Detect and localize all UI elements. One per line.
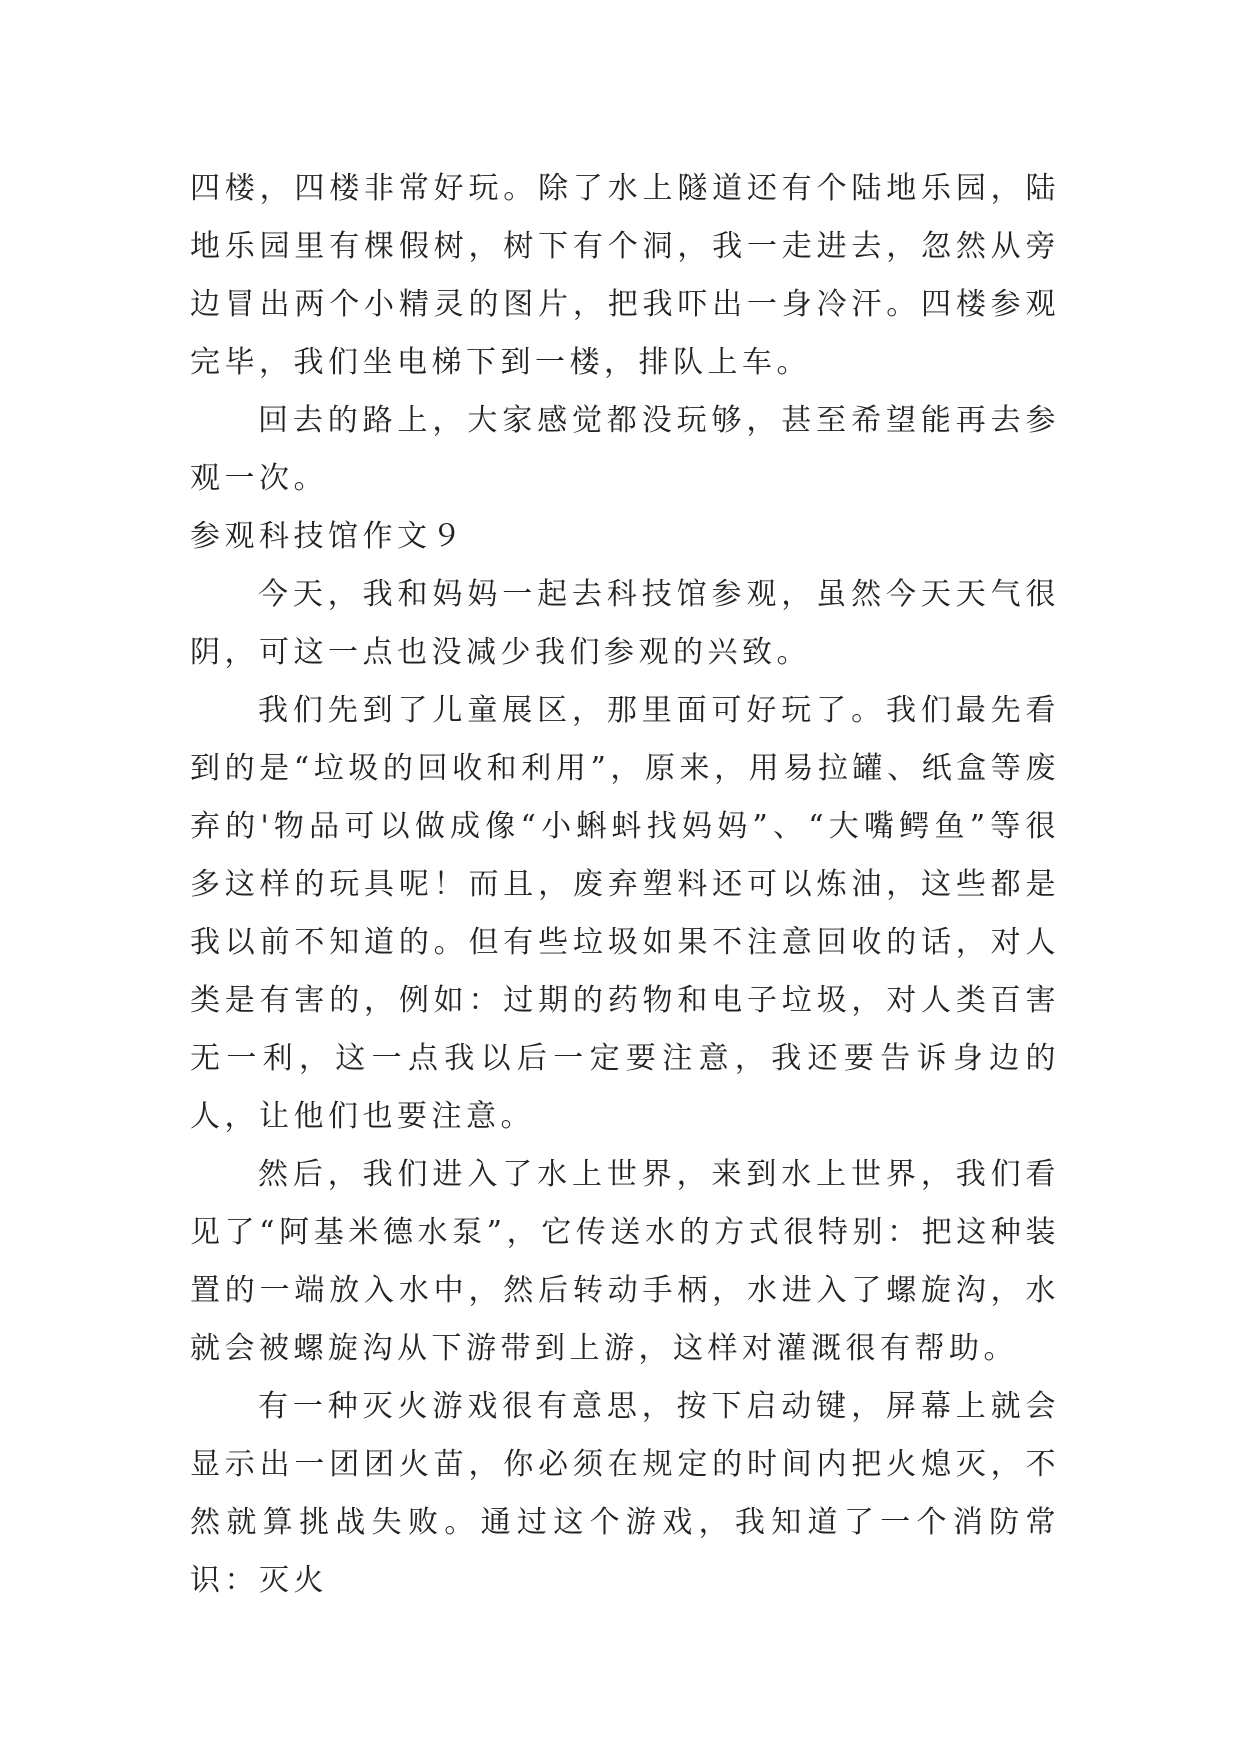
document-body [190,160,1060,1610]
paragraph: 今天，我和妈妈一起去科技馆参观，虽然今天天气很阴，可这一点也没减少我们参观的兴致。 [190,577,1060,670]
paragraph: 我们先到了儿童展区，那里面可好玩了。我们最先看到的是“垃圾的回收和利用”，原来，用易拉罐、纸盒等废弃的'物品可以做成像“小蝌蚪找妈妈”、“大嘴鳄鱼”等很多这样的玩具呢！而且，废弃塑料还可以炼油，这些都是我以前不知道的。但有些垃圾如果不注意回收的话，对人类是有害的，例如：过期的药物和电子垃圾，对人类百害无一利，这一点我以后一定要注意，我还要告诉身边的人，让他们也要注意。 [190,693,1060,1134]
paragraph: 回去的路上，大家感觉都没玩够，甚至希望能再去参观一次。 [190,403,1060,496]
paragraph: 有一种灭火游戏很有意思，按下启动键，屏幕上就会显示出一团团火苗，你必须在规定的时间内把火熄灭，不然就算挑战失败。通过这个游戏，我知道了一个消防常识：灭火 [190,1389,1060,1598]
paragraph-continued: 四楼，四楼非常好玩。除了水上隧道还有个陆地乐园，陆地乐园里有棵假树，树下有个洞，我一走进去，忽然从旁边冒出两个小精灵的图片，把我吓出一身冷汗。四楼参观完毕，我们坐电梯下到一楼，排队上车。 [190,171,1060,380]
section-title: 参观科技馆作文９ [190,519,466,554]
paragraph: 然后，我们进入了水上世界，来到水上世界，我们看见了“阿基米德水泵”，它传送水的方式很特别：把这种装置的一端放入水中，然后转动手柄，水进入了螺旋沟，水就会被螺旋沟从下游带到上游，这样对灌溉很有帮助。 [190,1157,1060,1366]
